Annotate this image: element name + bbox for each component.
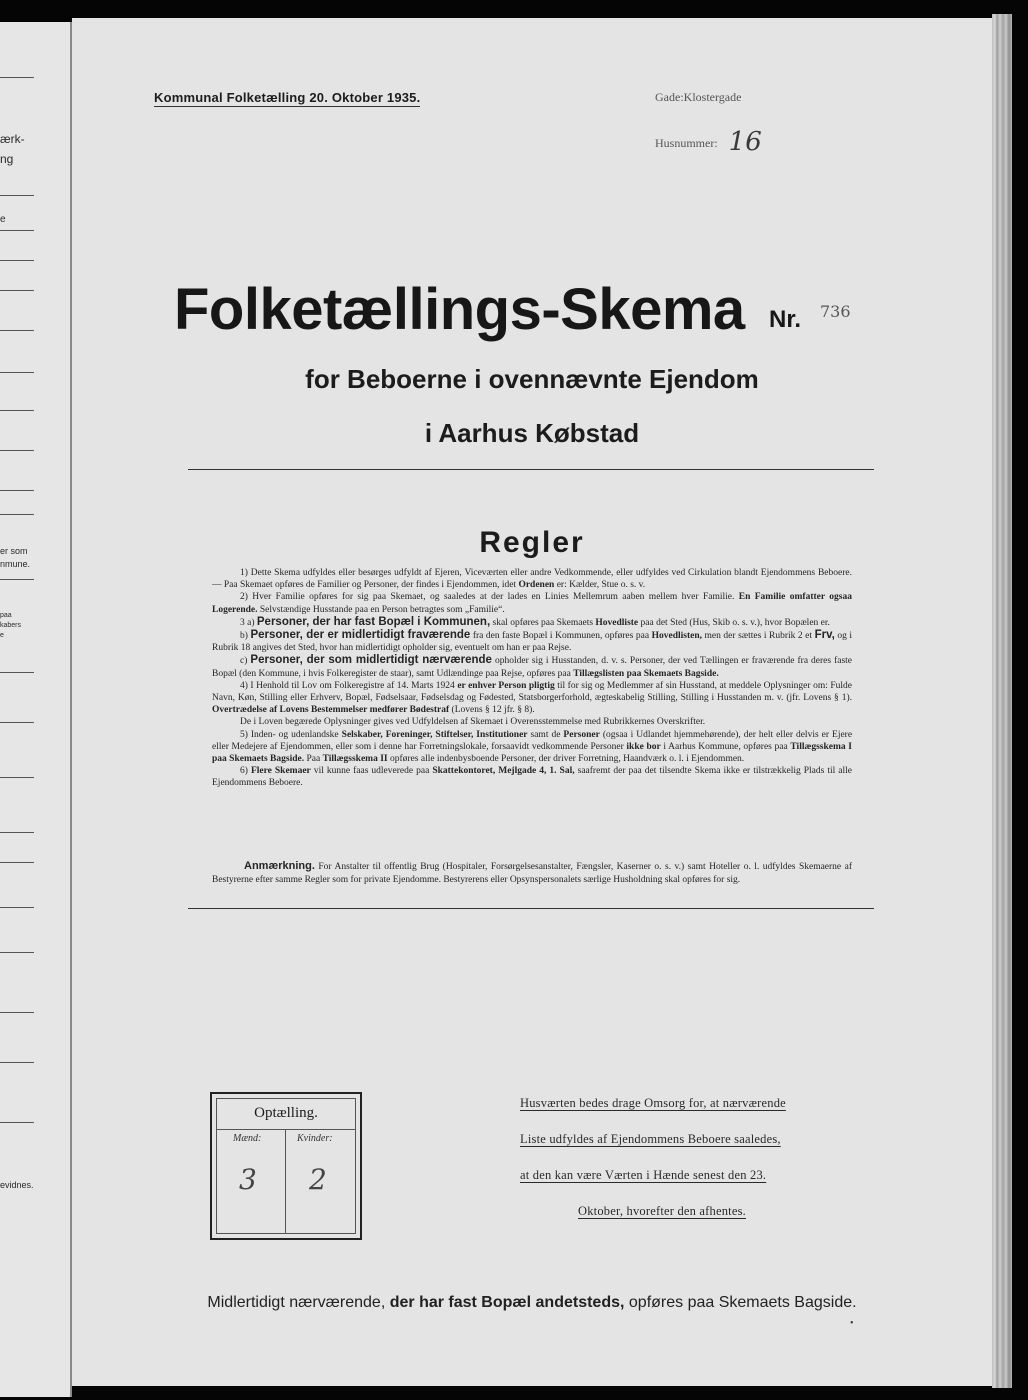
note-heading: Anmærkning. [244,860,315,872]
divider [188,469,874,470]
left-fragment: paa [0,612,12,619]
left-fragment: er som [0,546,28,556]
left-rule [0,672,34,673]
left-rule [0,952,34,953]
rule-6: 6) Flere Skemaer vil kunne faas udleverede paa Skattekontoret, Mejlgade 4, 1. Sal, saafremt der paa det tilsendte Skema ikke er tilstrækkelig Plads til alle Ejendommens Beboere. [212,766,853,789]
form-number: 736 [820,302,851,321]
left-rule [0,1062,34,1063]
instruction-line: Oktober, hvorefter den afhentes. [578,1204,746,1218]
rule-5: 5) Inden- og udenlandske Selskaber, Foreninger, Stiftelser, Institutioner samt de Personer (ogsaa i Udlandet hjemmehørende), der helt eller delvis er Ejere eller Medejere af Ejendommen, eller som i denne har Forretningslokale, forsaavidt vedkommende Personer ikke bor i Aarhus Kommune, opføres paa Tillægsskema I paa Skemaets Bagside. Paa Tillægsskema II opføres alle indenbysboende Personer, der driver Forretning, Haandværk o. l. i Ejendommen. [212,729,853,765]
street-value: Klostergade [683,90,742,104]
left-rule [0,907,34,908]
house-number-label: Husnummer: [655,136,718,150]
form-title: Folketællings-Skema [174,277,745,342]
street-label: Gade: [655,90,684,104]
tally-frame [216,1098,356,1234]
left-fragment: kabers [0,622,22,629]
rule-2: 2) Hver Familie opføres for sig paa Skemaet, og saaledes at der lades en Linies Mellemrum aaben mellem hver Familie. En Familie omfatter ogsaa Logerende. Selvstændige Husstande paa en Person betragtes som „Familie“. [212,592,852,615]
left-rule [0,372,34,373]
left-rule [0,514,34,515]
ink-mark: • [850,1318,854,1329]
note-text: For Anstalter til offentlig Brug (Hospitaler, Forsørgelsesanstalter, Fængsler, Kaserner o. s. v.) samt Hoteller o. l. udfyldes Skemaerne af Bestyrerne efter samme Regler som for private Ejendomme. Bestyrerens eller Opsynspersonalets særlige Husholdning skal opføres for sig. [212,862,852,885]
tally-women-label: Kvinder: [297,1133,333,1144]
left-rule [0,330,34,331]
tally-title: Optælling. [254,1105,318,1121]
left-rule [0,195,34,196]
rule-1: 1) Dette Skema udfyldes eller besørges udfyldt af Ejeren, Viceværten eller andre Vedkommende, eller udfyldes ved Cirkulation blandt Ejendommens Beboere. — Paa Skemaet opføres de Familier og Personer, der findes i Ejendommen, idet Ordenen er: Kælder, Stue o. s. v. [212,568,852,591]
left-rule [0,410,34,411]
left-rule [0,862,34,863]
footer-note: Midlertidigt nærværende, der har fast Bopæl andetsteds, opføres paa Skemaets Bagside. [207,1294,857,1311]
left-rule [0,77,34,78]
rule-4-extra: De i Loven begærede Oplysninger gives ved Udfyldelsen af Skemaet i Overensstemmelse med Rubrikkernes Overskrifter. [240,717,706,728]
left-rule [0,579,34,580]
instruction-line: at den kan være Værten i Hænde senest den 23. [520,1168,767,1182]
tally-men-value: 3 [239,1163,257,1196]
divider [188,908,874,909]
left-rule [0,722,34,723]
left-fragment: ng [0,152,14,166]
instruction-line: Liste udfyldes af Ejendommens Beboere saaledes, [520,1132,781,1146]
rule-4: 4) I Henhold til Lov om Folkeregistre af 14. Marts 1924 er enhver Person pligtig til for sig og Medlemmer af sin Husstand, at meddele Oplysninger om: Fulde Navn, Køn, Stilling eller Erhverv, Bopæl, Fødselsaar, Fødselsdag og Fødested, Statsborgerforhold, ægteskabelig Stilling, Stilling i Husstanden m. v. (jfr. Lovens § 1). Overtrædelse af Lovens Bestemmelser medfører Bødestraf (Lovens § 12 jfr. § 8). [212,680,852,716]
left-rule [0,490,34,491]
census-header: Kommunal Folketælling 20. Oktober 1935. [154,90,421,105]
tally-men-label: Mænd: [233,1133,262,1144]
form-subtitle-city: i Aarhus Købstad [424,418,640,448]
tally-divider [217,1129,355,1130]
rule-3c: c) Personer, der som midlertidigt nærværende opholder sig i Husstanden, d. v. s. Personer, der ved Tællingen er fraværende fra deres faste Bopæl (den Kommune, i hvis Folkeregister de staar), samt Udlændinge paa Rejse, opføres paa Tillægslisten paa Skemaets Bagside. [212,654,853,679]
street-field [655,90,741,105]
left-rule [0,290,34,291]
house-number-value: 16 [728,127,762,157]
note-paragraph [212,860,852,887]
left-fragment: e [0,214,6,225]
rules-text [212,567,852,790]
page-stack-edge [992,14,1012,1388]
left-fragment: e [0,632,4,639]
left-rule [0,450,34,451]
tally-women-value: 2 [309,1163,327,1196]
form-number-label: Nr. [769,306,802,333]
census-form-page [72,18,992,1386]
left-fragment: ærk- [0,132,25,146]
form-subtitle: for Beboerne i ovennævnte Ejendom [305,364,759,394]
left-rule [0,1122,34,1123]
left-rule [0,230,34,231]
house-number-field [655,124,762,157]
rule-3b: b) Personer, der er midlertidigt fraværende fra den faste Bopæl i Kommunen, opføres paa Hovedlisten, men der sættes i Rubrik 2 et Frv, og i Rubrik 18 angives det Sted, hvor han midlertidigt opholder sig, eventuelt om han er paa Rejse. [212,629,853,654]
left-rule [0,260,34,261]
left-rule [0,832,34,833]
rule-3a: 3 a) Personer, der har fast Bopæl i Kommunen, skal opføres paa Skemaets Hovedliste paa det Sted (Hus, Skib o. s. v.), hvor Bopælen er. [240,615,830,628]
left-rule [0,777,34,778]
tally-box [210,1092,362,1240]
tally-column-divider [285,1129,286,1233]
left-fragment: evidnes. [0,1180,34,1190]
instruction-line: Husværten bedes drage Omsorg for, at nærværende [520,1096,786,1110]
left-page-strip [0,22,72,1397]
left-rule [0,1012,34,1013]
rules-heading: Regler [479,526,585,559]
left-fragment: nmune. [0,559,31,569]
